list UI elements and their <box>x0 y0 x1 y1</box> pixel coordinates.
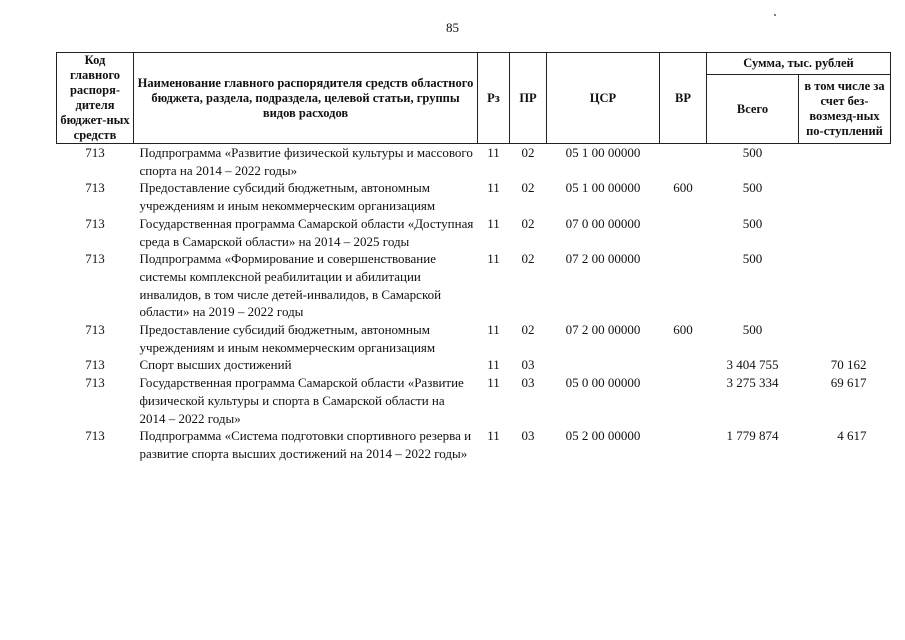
cell-free <box>799 215 891 250</box>
table-row <box>57 179 891 214</box>
cell-total: 500 <box>742 251 763 267</box>
cell-name: Предоставление субсидий бюджетным, автономным учреждениям и иным некоммерческим организациям <box>139 322 436 355</box>
cell-free <box>799 179 891 214</box>
cell-vr <box>660 215 707 250</box>
cell-vr <box>660 250 707 321</box>
cell-vr: 600 <box>673 322 693 338</box>
cell-csr: 05 2 00 00000 <box>565 428 641 444</box>
cell-pr: 03 <box>521 357 535 373</box>
cell-pr: 03 <box>521 375 535 391</box>
cell-free <box>799 321 891 356</box>
scan-dot <box>774 14 776 16</box>
cell-rz: 11 <box>487 322 500 338</box>
header-code: Код главного распоря-дителя бюджет-ных средств <box>57 53 134 144</box>
cell-code: 713 <box>85 357 105 373</box>
cell-pr: 02 <box>521 215 535 231</box>
cell-free <box>799 250 891 321</box>
header-pr: ПР <box>510 53 547 144</box>
budget-table <box>56 52 891 463</box>
header-total: Всего <box>707 75 799 144</box>
table-row <box>57 374 891 427</box>
cell-pr: 02 <box>521 251 535 267</box>
cell-rz: 11 <box>487 357 500 373</box>
cell-rz: 11 <box>487 428 500 444</box>
cell-code: 713 <box>85 145 105 160</box>
cell-total: 500 <box>742 145 763 160</box>
cell-rz: 11 <box>487 375 500 391</box>
cell-vr <box>660 427 707 462</box>
header-rz: Рз <box>478 53 510 144</box>
cell-rz: 11 <box>487 180 500 196</box>
cell-csr: 05 0 00 00000 <box>565 375 641 391</box>
cell-pr: 03 <box>521 428 535 444</box>
table-row <box>57 321 891 356</box>
cell-csr: 05 1 00 00000 <box>565 180 641 196</box>
table-row <box>57 356 891 374</box>
cell-name: Спорт высших достижений <box>139 357 292 373</box>
cell-pr: 02 <box>521 145 535 160</box>
cell-csr: 07 2 00 00000 <box>565 322 641 338</box>
cell-code: 713 <box>85 322 105 338</box>
cell-rz: 11 <box>487 251 500 267</box>
cell-free: 69 617 <box>830 375 867 391</box>
cell-free: 70 162 <box>830 357 867 373</box>
header-free: в том числе за счет без-возмезд-ных по-ступлений <box>799 75 891 144</box>
cell-code: 713 <box>85 251 105 267</box>
table-row <box>57 215 891 250</box>
cell-code: 713 <box>85 375 105 391</box>
cell-csr <box>547 356 660 374</box>
cell-vr <box>660 144 707 180</box>
cell-vr: 600 <box>673 180 693 196</box>
table-row <box>57 250 891 321</box>
cell-rz: 11 <box>487 215 500 231</box>
cell-total: 3 275 334 <box>726 375 779 391</box>
cell-pr: 02 <box>521 322 535 338</box>
header-csr: ЦСР <box>547 53 660 144</box>
cell-total: 500 <box>742 322 763 338</box>
cell-code: 713 <box>85 215 105 231</box>
cell-rz: 11 <box>487 145 500 160</box>
cell-csr: 07 0 00 00000 <box>565 215 641 231</box>
cell-name: Подпрограмма «Формирование и совершенствование системы комплексной реабилитации и абилитации инвалидов, в том числе детей-инвалидов, в Самарской области» на 2019 – 2022 годы <box>139 251 442 320</box>
page-number: 85 <box>446 20 459 35</box>
cell-name: Предоставление субсидий бюджетным, автономным учреждениям и иным некоммерческим организациям <box>139 180 436 214</box>
cell-free <box>799 144 891 180</box>
table-row <box>57 144 891 180</box>
header-vr: ВР <box>660 53 707 144</box>
cell-total: 1 779 874 <box>726 428 779 444</box>
cell-name: Подпрограмма «Система подготовки спортивного резерва и развитие спорта высших достижений на 2014 – 2022 годы» <box>139 428 472 461</box>
cell-name: Государственная программа Самарской области «Развитие физической культуры и спорта в Самарской области на 2014 – 2022 годы» <box>139 375 464 426</box>
cell-total: 3 404 755 <box>726 357 779 373</box>
cell-total: 500 <box>742 215 763 231</box>
cell-code: 713 <box>85 180 105 196</box>
cell-vr <box>660 356 707 374</box>
cell-csr: 05 1 00 00000 <box>565 145 641 160</box>
table-header <box>57 53 891 144</box>
header-name: Наименование главного распорядителя средств областного бюджета, раздела, подраздела, целевой статьи, группы видов расходов <box>134 53 478 144</box>
cell-name: Государственная программа Самарской области «Доступная среда в Самарской области» на 2014 – 2025 годы <box>139 215 474 249</box>
table-row <box>57 427 891 462</box>
cell-free: 4 617 <box>837 428 867 444</box>
cell-code: 713 <box>85 428 105 444</box>
header-sum: Сумма, тыс. рублей <box>707 53 891 75</box>
cell-csr: 07 2 00 00000 <box>565 251 641 267</box>
table-body <box>57 144 891 463</box>
cell-pr: 02 <box>521 180 535 196</box>
cell-vr <box>660 374 707 427</box>
cell-total: 500 <box>742 180 763 196</box>
cell-name: Подпрограмма «Развитие физической культуры и массового спорта на 2014 – 2022 годы» <box>139 145 473 178</box>
